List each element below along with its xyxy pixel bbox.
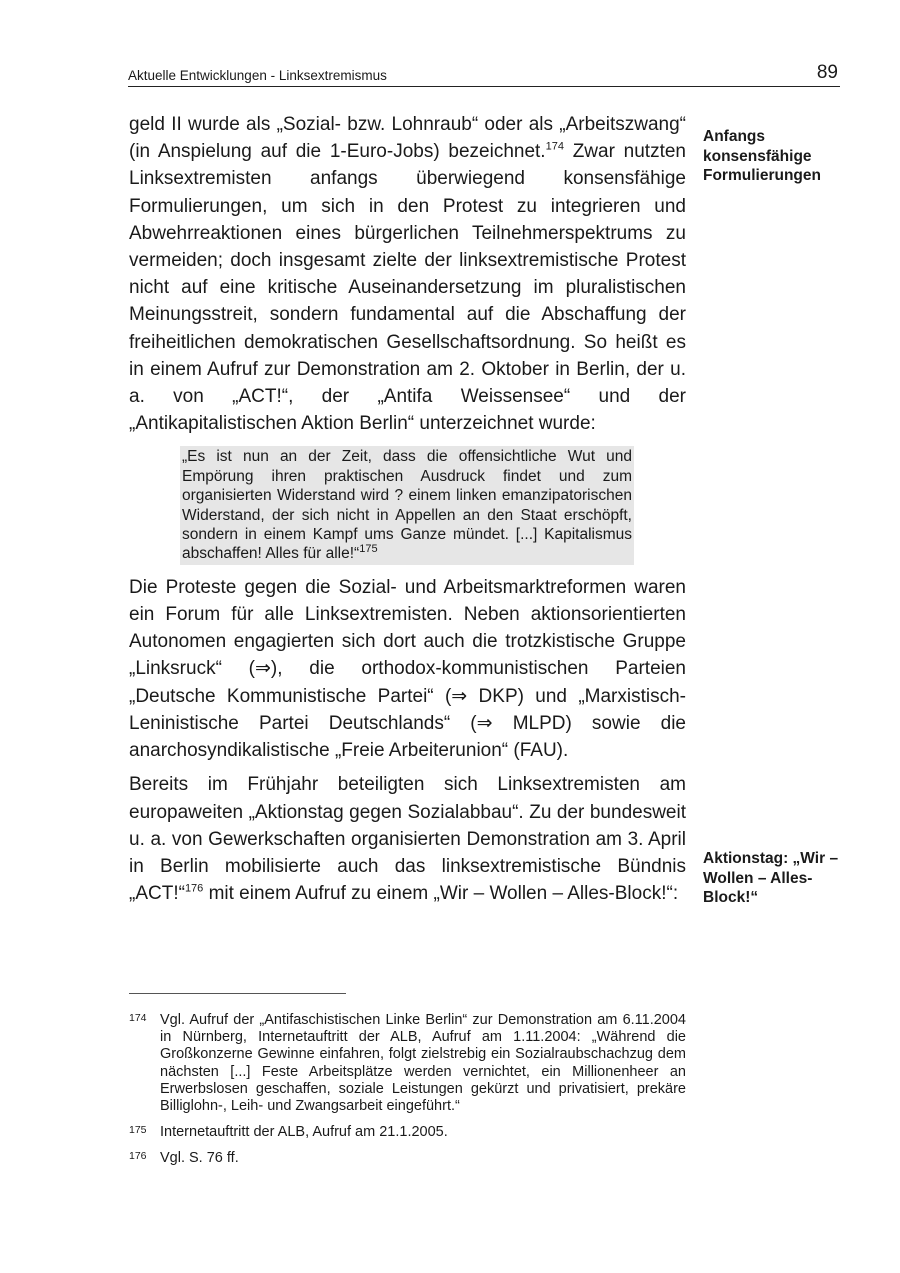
- running-title: Aktuelle Entwicklungen - Linksextremismus: [128, 68, 387, 83]
- footnote-176: [129, 1150, 686, 1167]
- footnote-text: Vgl. Aufruf der „Antifaschistischen Linke Berlin“ zur Demonstration am 6.11.2004 in Nürnberg, Internetauftritt der ALB, Aufruf am 1.11.2004: „Während die Großkonzerne Gewinne einfahren, folgt zielstrebig ein Sozialraubschachzug dem nächsten [...] Feste Arbeitsplätze werden vernichtet, ein Millionenheer an Erwerbslosen geschaffen, soziale Leistungen gekürzt und privatisiert, prekäre Billiglohn-, Leih- und Zwangsarbeit eingeführt.“: [160, 1012, 686, 1115]
- footnotes: [129, 1012, 686, 1177]
- page-header: [128, 62, 840, 87]
- paragraph-2-text-c: DKP) und „Marxistisch-Leninistische Partei Deutschlands“ (: [129, 685, 686, 734]
- footnote-divider: [129, 993, 346, 994]
- paragraph-1-text-b: Zwar nutzten Linksextremisten anfangs überwiegend konsensfähige Formulierungen, um sich in den Protest zu integrieren und Abwehrreaktionen eines bürgerlichen Teilnehmerspektrums zu vermeiden; doch insgesamt zielte der linksextremistische Protest nicht auf eine kritische Auseinandersetzung im pluralistischen Meinungsstreit, sondern fundamental auf die Abschaffung der freiheitlichen demokratischen Gesellschaftsordnung. So heißt es in einem Aufruf zur Demonstration am 2. Oktober in Berlin, der u. a. von „ACT!“, der „Antifa Weissensee“ und der „Antikapitalistischen Aktion Berlin“ unterzeichnet wurde:: [129, 141, 686, 435]
- paragraph-1-text-a: geld II wurde als „Sozial- bzw. Lohnraub“ oder als „Arbeitszwang“ (in Anspielung auf die 1-Euro-Jobs) bezeichnet.: [129, 114, 686, 163]
- paragraph-2: [129, 574, 686, 764]
- footnote-text: Internetauftritt der ALB, Aufruf am 21.1.2005.: [160, 1124, 448, 1141]
- footnote-174: [129, 1012, 686, 1115]
- paragraph-3-text-b: mit einem Aufruf zu einem „Wir – Wollen – Alles-Block!“:: [203, 883, 679, 905]
- cross-reference-arrow-icon: ⇒: [451, 684, 468, 707]
- paragraph-3-text-a: Bereits im Frühjahr beteiligten sich Linksextremisten am europaweiten „Aktionstag gegen Sozialabbau“. Zu der bundesweit u. a. von Gewerkschaften organisierten Demonstration am 3. April in Berlin mobilisierte auch das linksextremistische Bündnis „ACT!“: [129, 774, 686, 905]
- margin-note-1: Anfangs konsensfähige Formulierungen: [703, 128, 821, 185]
- footnote-number: 174: [129, 1012, 147, 1024]
- footnote-number: 175: [129, 1124, 147, 1137]
- quote-text: „Es ist nun an der Zeit, dass die offensichtliche Wut und Empörung ihren praktischen Ausdruck findet und zum organisierten Widerstand wird ? einem linken emanzipatorischen Widerstand, der sich nicht in Appellen an den Staat erschöpft, sondern in einem Kampf ums Ganze mündet. [...] Kapitalismus abschaffen! Alles für alle!“: [182, 448, 632, 563]
- block-quote: [180, 446, 634, 564]
- page-number: 89: [816, 62, 838, 83]
- footnote-175: [129, 1124, 686, 1141]
- paragraph-2-text-d: MLPD) sowie die anarchosyndikalistische „Freie Arbeiterunion“ (FAU).: [129, 712, 686, 762]
- footnote-text: Vgl. S. 76 ff.: [160, 1150, 239, 1167]
- paragraph-3: [129, 771, 686, 907]
- paragraph-2-text-b: ), die orthodox-kommunistischen Parteien „Deutsche Kommunistische Partei“ (: [129, 658, 686, 707]
- cross-reference-arrow-icon: ⇒: [255, 657, 271, 680]
- main-text: [129, 111, 686, 914]
- paragraph-1: [129, 111, 686, 437]
- footnote-number: 176: [129, 1150, 147, 1163]
- paragraph-2-text-a: Die Proteste gegen die Sozial- und Arbeitsmarktreformen waren ein Forum für alle Linksextremisten. Neben aktionsorientierten Autonomen engagierten sich dort auch die trotzkistische Gruppe „Linksruck“ (: [129, 576, 686, 680]
- footnote-ref-176[interactable]: 176: [184, 882, 204, 895]
- footnote-ref-174[interactable]: 174: [545, 140, 564, 153]
- footnote-ref-175[interactable]: 175: [359, 543, 378, 556]
- cross-reference-arrow-icon: ⇒: [476, 711, 493, 734]
- margin-note-2: Aktionstag: „Wir – Wollen – Alles-Block!“: [703, 850, 839, 907]
